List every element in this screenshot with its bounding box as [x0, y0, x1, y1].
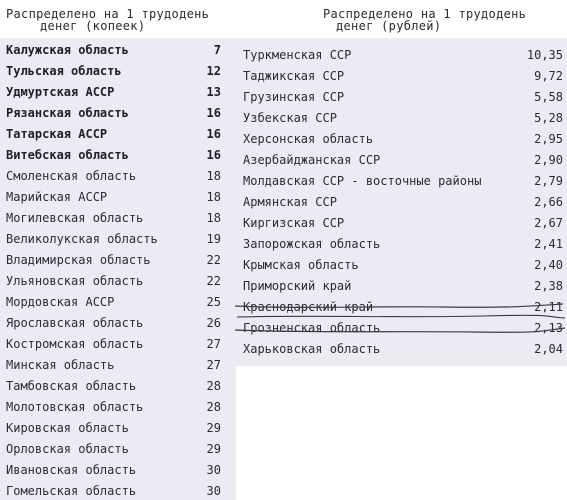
- region-name: Харьковская область: [243, 342, 381, 356]
- region-name: Кировская область: [6, 421, 129, 435]
- table-row: [0, 250, 236, 271]
- region-name: Костромская область: [6, 337, 144, 351]
- table-row: [0, 439, 236, 460]
- region-name: Татарская АССР: [6, 127, 108, 141]
- table-row: [0, 460, 236, 481]
- region-name: Узбекская ССР: [243, 111, 337, 125]
- left-table-header: [0, 0, 236, 38]
- region-name: Минская область: [6, 358, 115, 372]
- region-value: 27: [206, 337, 221, 351]
- region-name: Рязанская область: [6, 106, 129, 120]
- region-value: 2,90: [534, 153, 563, 167]
- region-name: Молотовская область: [6, 400, 144, 414]
- region-value: 5,28: [534, 111, 563, 125]
- region-value: 2,11: [534, 300, 563, 314]
- region-value: 30: [206, 484, 221, 498]
- table-row: [233, 255, 567, 276]
- region-name: Таджикская ССР: [243, 69, 345, 83]
- region-value: 22: [206, 253, 221, 267]
- region-value: 12: [206, 64, 221, 78]
- table-row: [0, 61, 236, 82]
- region-value: 13: [206, 85, 221, 99]
- table-row: [233, 45, 567, 66]
- region-value: 19: [206, 232, 221, 246]
- left-table: [0, 0, 236, 500]
- table-row: [233, 66, 567, 87]
- region-value: 25: [206, 295, 221, 309]
- region-name: Херсонская область: [243, 132, 374, 146]
- region-value: 2,79: [534, 174, 563, 188]
- region-name: Краснодарский край: [243, 300, 374, 314]
- region-value: 2,95: [534, 132, 563, 146]
- region-value: 16: [206, 148, 221, 162]
- table-row: [0, 376, 236, 397]
- table-row: [0, 397, 236, 418]
- region-value: 28: [206, 400, 221, 414]
- left-header-line2: денег (копеек): [40, 19, 146, 33]
- region-name: Владимирская область: [6, 253, 151, 267]
- region-name: Тульская область: [6, 64, 122, 78]
- region-name: Запорожская область: [243, 237, 381, 251]
- region-name: Могилевская область: [6, 211, 144, 225]
- region-value: 18: [206, 169, 221, 183]
- table-row: [233, 171, 567, 192]
- table-row: [233, 276, 567, 297]
- region-name: Грозненская область: [243, 321, 381, 335]
- left-header-line1: Распределено на 1 трудодень: [6, 7, 210, 21]
- table-row: [233, 108, 567, 129]
- region-name: Гомельская область: [6, 484, 137, 498]
- table-row: [0, 355, 236, 376]
- table-row: [0, 145, 236, 166]
- region-name: Смоленская область: [6, 169, 137, 183]
- region-value: 18: [206, 190, 221, 204]
- table-row: [0, 166, 236, 187]
- table-row: [0, 292, 236, 313]
- region-name: Туркменская ССР: [243, 48, 352, 62]
- right-rows: [233, 45, 567, 360]
- region-name: Приморский край: [243, 279, 352, 293]
- region-value: 30: [206, 463, 221, 477]
- table-row: [0, 103, 236, 124]
- region-name: Витебская область: [6, 148, 129, 162]
- region-value: 7: [213, 43, 221, 57]
- region-value: 5,58: [534, 90, 563, 104]
- table-row: [233, 87, 567, 108]
- region-value: 2,66: [534, 195, 563, 209]
- table-row: [0, 40, 236, 61]
- region-value: 22: [206, 274, 221, 288]
- left-rows: [0, 40, 236, 500]
- table-row: [233, 213, 567, 234]
- table-row: [233, 129, 567, 150]
- region-name: Орловская область: [6, 442, 129, 456]
- region-name: Ивановская область: [6, 463, 137, 477]
- region-value: 29: [206, 442, 221, 456]
- table-row: [0, 313, 236, 334]
- table-row: [0, 418, 236, 439]
- region-value: 16: [206, 106, 221, 120]
- table-row: [233, 297, 567, 318]
- region-value: 26: [206, 316, 221, 330]
- table-row: [0, 82, 236, 103]
- region-name: Ярославская область: [6, 316, 144, 330]
- region-value: 9,72: [534, 69, 563, 83]
- region-value: 29: [206, 421, 221, 435]
- table-row: [233, 192, 567, 213]
- region-value: 28: [206, 379, 221, 393]
- right-table-header: [233, 0, 567, 38]
- right-header-line2: денег (рублей): [336, 19, 442, 33]
- table-row: [0, 334, 236, 355]
- table-row: [0, 124, 236, 145]
- region-name: Удмуртская АССР: [6, 85, 115, 99]
- right-table: [233, 0, 567, 366]
- region-value: 18: [206, 211, 221, 225]
- region-value: 2,67: [534, 216, 563, 230]
- region-name: Крымская область: [243, 258, 359, 272]
- region-name: Азербайджанская ССР: [243, 153, 381, 167]
- region-value: 2,04: [534, 342, 563, 356]
- region-name: Киргизская ССР: [243, 216, 345, 230]
- region-value: 2,40: [534, 258, 563, 272]
- region-name: Великолукская область: [6, 232, 158, 246]
- region-name: Ульяновская область: [6, 274, 144, 288]
- table-row: [0, 229, 236, 250]
- table-row: [0, 481, 236, 500]
- region-value: 10,35: [526, 48, 563, 62]
- region-name: Молдавская ССР - восточные районы: [243, 174, 482, 188]
- region-value: 2,13: [534, 321, 563, 335]
- table-row: [233, 150, 567, 171]
- right-header-line1: Распределено на 1 трудодень: [323, 7, 527, 21]
- table-row: [0, 208, 236, 229]
- region-name: Грузинская ССР: [243, 90, 345, 104]
- region-value: 2,41: [534, 237, 563, 251]
- table-row: [233, 339, 567, 360]
- region-name: Калужская область: [6, 43, 129, 57]
- table-row: [0, 187, 236, 208]
- table-row: [233, 234, 567, 255]
- region-value: 16: [206, 127, 221, 141]
- region-value: 27: [206, 358, 221, 372]
- region-name: Мордовская АССР: [6, 295, 115, 309]
- table-row: [233, 318, 567, 339]
- region-name: Армянская ССР: [243, 195, 337, 209]
- region-name: Тамбовская область: [6, 379, 137, 393]
- table-row: [0, 271, 236, 292]
- region-value: 2,38: [534, 279, 563, 293]
- region-name: Марийская АССР: [6, 190, 108, 204]
